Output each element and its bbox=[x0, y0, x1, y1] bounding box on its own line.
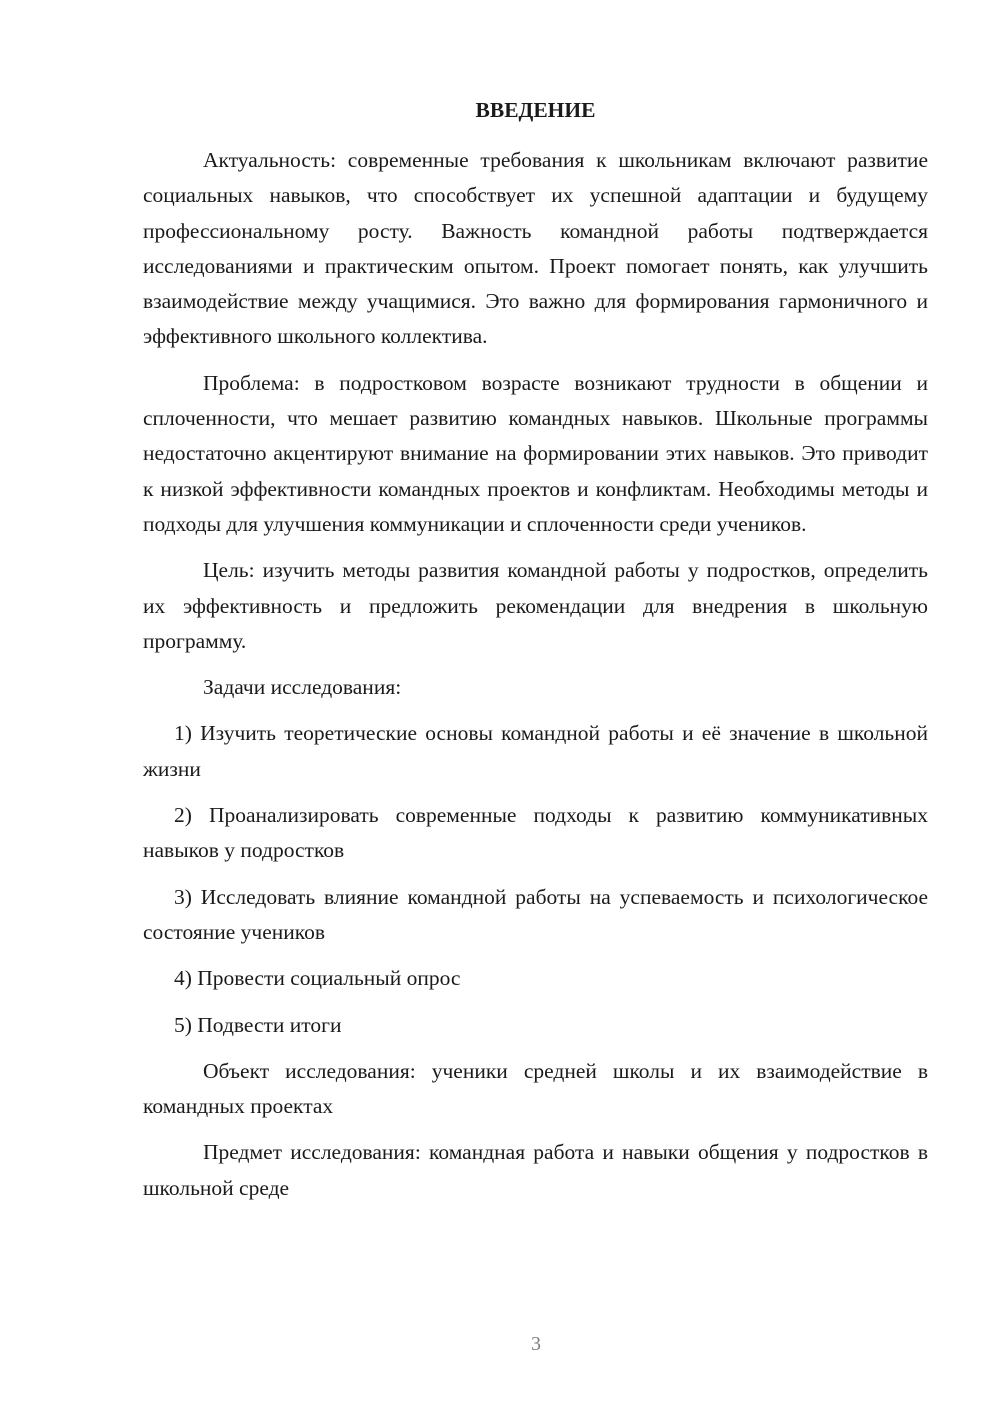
task-item-5: 5) Подвести итоги bbox=[174, 1012, 342, 1037]
page-number: 3 bbox=[531, 1333, 541, 1355]
subject-paragraph: Предмет исследования: командная работа и навыки общения у подростков в школьной среде bbox=[143, 1140, 928, 1200]
task-item-2: 2) Проанализировать современные подходы к развитию коммуникативных навыков у подростков bbox=[143, 803, 928, 863]
goal-paragraph: Цель: изучить методы развития командной работы у подростков, определить их эффективность и предложить рекомендации для внедрения в школьную программу. bbox=[143, 558, 928, 653]
object-paragraph: Объект исследования: ученики средней школы и их взаимодействие в командных проектах bbox=[143, 1058, 928, 1119]
document-body bbox=[143, 92, 928, 1217]
tasks-heading: Задачи исследования: bbox=[203, 675, 402, 700]
task-item-4: 4) Провести социальный опрос bbox=[174, 966, 461, 991]
section-heading: ВВЕДЕНИЕ bbox=[475, 98, 596, 122]
problem-paragraph: Проблема: в подростковом возрасте возникают трудности в общении и сплоченности, что мешает развитию командных навыков. Школьные программы недостаточно акцентируют внимание на формировании этих навыков. Это приводит к низкой эффективности командных проектов и конфликтам. Необходимы методы и подходы для улучшения коммуникации и сплоченности среди учеников. bbox=[143, 370, 928, 536]
task-item-3: 3) Исследовать влияние командной работы на успеваемость и психологическое состояние учеников bbox=[143, 884, 928, 944]
task-item-1: 1) Изучить теоретические основы командной работы и её значение в школьной жизни bbox=[143, 721, 928, 781]
relevance-paragraph: Актуальность: современные требования к школьникам включают развитие социальных навыков, что способствует их успешной адаптации и будущему профессиональному росту. Важность командной работы подтверждается исследованиями и практическим опытом. Проект помогает понять, как улучшить взаимодействие между учащимися. Это важно для формирования гармоничного и эффективного школьного коллектива. bbox=[143, 148, 928, 349]
